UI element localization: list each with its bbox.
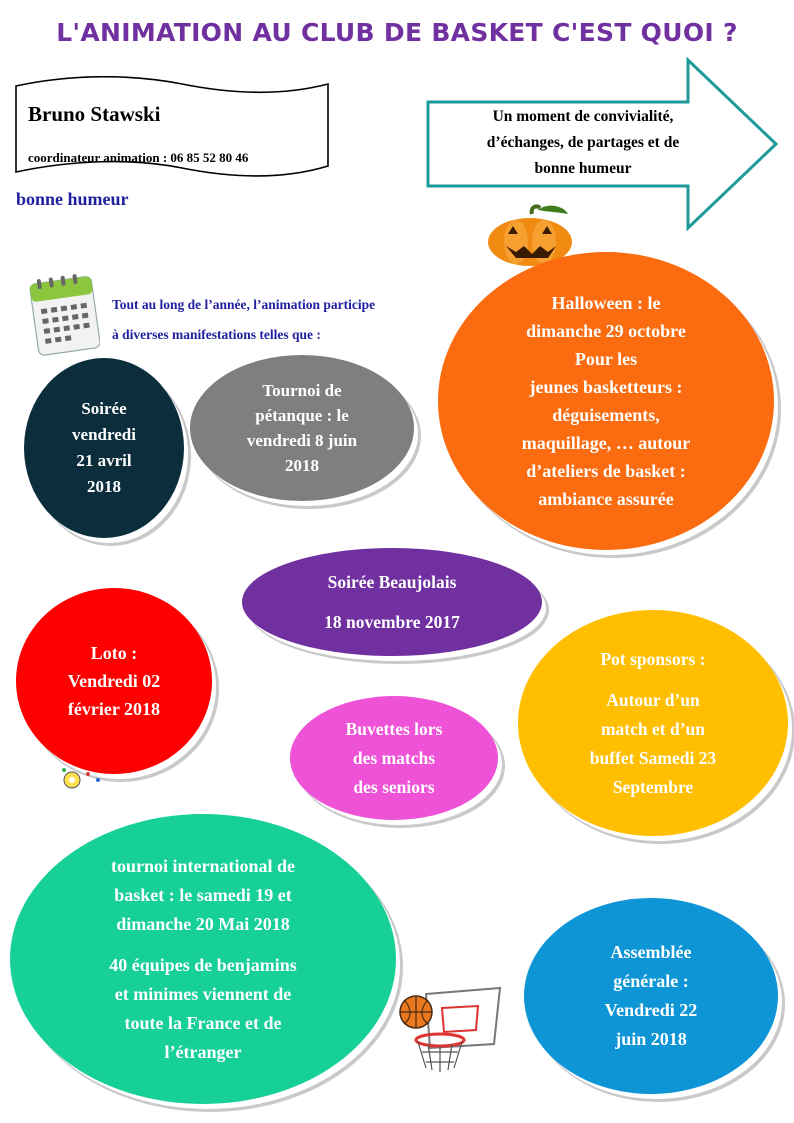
- event-tournoi-line: 40 équipes de benjamins: [109, 954, 297, 975]
- event-halloween-bubble: [438, 252, 774, 550]
- event-buvettes-line: des matchs: [352, 747, 436, 768]
- event-soiree-line: Soirée: [81, 399, 127, 418]
- contact-name: Bruno Stawski: [28, 102, 161, 126]
- event-tournoi-line: tournoi international de: [110, 855, 295, 876]
- event-halloween-line: Pour les: [574, 349, 638, 369]
- event-petanque-line: pétanque : le: [255, 406, 349, 425]
- intro-line: à diverses manifestations telles que :: [112, 327, 321, 342]
- arrow-text: [448, 104, 718, 182]
- arrow-line: Un moment de convivialité,: [492, 108, 674, 125]
- event-sponsors-line: buffet Samedi 23: [589, 747, 717, 768]
- event-halloween-line: maquillage, … autour: [521, 433, 691, 453]
- event-tournoi-line: dimanche 20 Mai 2018: [116, 913, 290, 934]
- event-petanque-line: Tournoi de: [262, 381, 342, 400]
- calendar-icon: [28, 272, 100, 356]
- intro-line: Tout au long de l’année, l’animation participe: [112, 297, 376, 312]
- event-assemblee-bubble: [524, 898, 778, 1094]
- event-assemblee-line: Assemblée: [610, 942, 692, 962]
- event-sponsors-bubble: [518, 610, 788, 836]
- event-sponsors-line: Pot sponsors :: [600, 648, 706, 669]
- event-sponsors-line: match et d’un: [600, 718, 706, 739]
- event-halloween-line: Halloween : le: [551, 293, 661, 313]
- event-beaujolais-bubble: [242, 548, 542, 656]
- event-tournoi-line: toute la France et de: [124, 1012, 282, 1033]
- contact-role: coordinateur animation : 06 85 52 80 46: [28, 150, 249, 165]
- event-tournoi-line: basket : le samedi 19 et: [114, 884, 292, 905]
- event-petanque-line: vendredi 8 juin: [246, 431, 358, 450]
- event-halloween-line: jeunes basketteurs :: [529, 377, 683, 397]
- event-tournoi-line: l’étranger: [164, 1041, 242, 1062]
- event-soiree-line: vendredi: [72, 425, 136, 444]
- event-assemblee-line: juin 2018: [615, 1029, 687, 1049]
- arrow-line: bonne humeur: [534, 160, 632, 177]
- event-halloween-line: dimanche 29 octobre: [526, 321, 686, 341]
- event-assemblee-line: Vendredi 22: [604, 1000, 698, 1020]
- arrow-line: d’échanges, de partages et de: [486, 134, 680, 151]
- basketball-hoop-icon: [396, 986, 506, 1076]
- event-buvettes-bubble: [290, 696, 498, 820]
- event-halloween-line: ambiance assurée: [538, 489, 674, 509]
- event-petanque-line: 2018: [285, 456, 319, 475]
- event-loto-line: Loto :: [90, 643, 138, 663]
- event-soiree-line: 2018: [87, 477, 121, 496]
- tagline: bonne humeur: [16, 189, 129, 209]
- contact-banner: [12, 76, 332, 186]
- event-sponsors-line: Autour d’un: [606, 689, 700, 710]
- event-loto-line: février 2018: [67, 699, 161, 719]
- intro-text: [112, 290, 452, 350]
- event-halloween-line: déguisements,: [552, 405, 660, 425]
- event-sponsors-line: Septembre: [612, 776, 694, 797]
- event-buvettes-line: Buvettes lors: [345, 718, 443, 739]
- event-loto-line: Vendredi 02: [67, 671, 161, 691]
- event-soiree-bubble: [24, 358, 184, 538]
- event-tournoi-line: et minimes viennent de: [114, 983, 292, 1004]
- event-buvettes-line: des seniors: [353, 776, 435, 797]
- event-assemblee-line: générale :: [613, 971, 689, 991]
- page-title: L'ANIMATION AU CLUB DE BASKET C'EST QUOI ?: [56, 18, 738, 47]
- event-loto-bubble: [16, 588, 212, 774]
- event-beaujolais-line: Soirée Beaujolais: [327, 572, 457, 592]
- event-halloween-line: d’ateliers de basket :: [526, 461, 686, 481]
- event-soiree-line: 21 avril: [76, 451, 132, 470]
- event-petanque-bubble: [190, 355, 414, 501]
- event-tournoi-bubble: [10, 814, 396, 1104]
- lottery-ball-icon: [58, 766, 108, 792]
- event-beaujolais-line: 18 novembre 2017: [324, 612, 460, 632]
